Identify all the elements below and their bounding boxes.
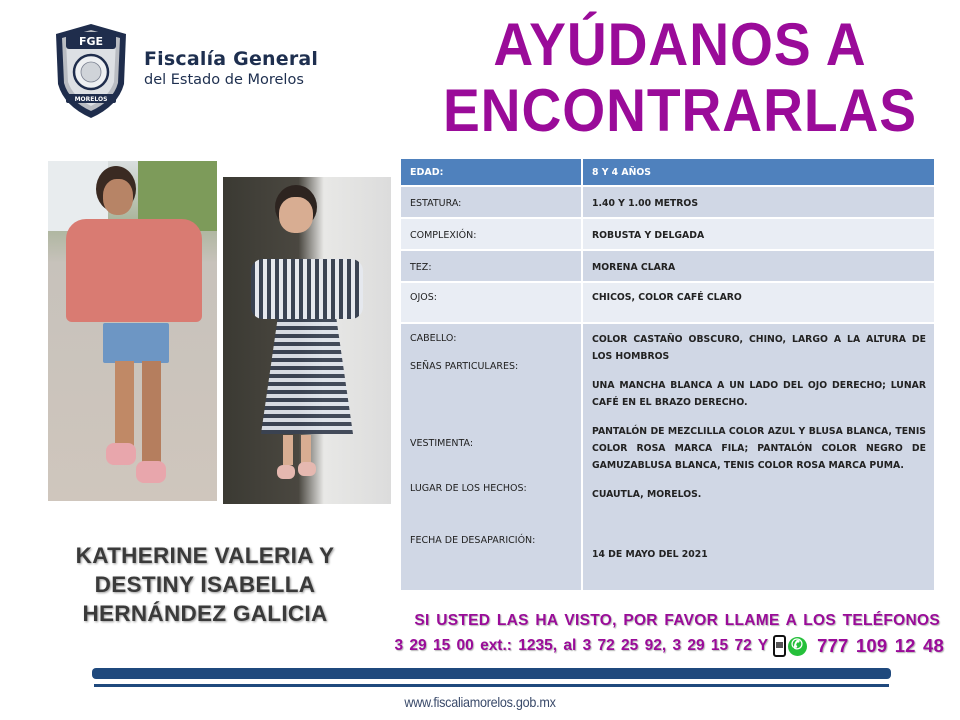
label-edad: EDAD: <box>401 159 583 187</box>
label-vestimenta: VESTIMENTA: <box>410 438 474 449</box>
table-row-tez <box>401 251 934 283</box>
missing-persons-names <box>40 541 370 628</box>
info-table <box>401 159 934 592</box>
value-tez: MORENA CLARA <box>583 251 934 283</box>
call-to-action <box>378 612 944 657</box>
photo-katherine <box>48 161 217 501</box>
shield-badge-icon <box>52 22 130 120</box>
headline-line-2: ENCONTRARLAS <box>442 77 918 144</box>
value-lugar: CUAUTLA, MORELOS. <box>592 489 702 500</box>
name-line-1: KATHERINE VALERIA Y <box>75 543 335 568</box>
label-lugar: LUGAR DE LOS HECHOS: <box>410 483 527 494</box>
phone-message-icon <box>773 635 786 657</box>
fge-logo <box>52 22 318 120</box>
label-complexion: COMPLEXIÓN: <box>401 219 583 251</box>
org-name: Fiscalía General <box>144 48 319 70</box>
label-ojos: OJOS: <box>401 283 583 324</box>
table-row-edad <box>401 159 934 187</box>
footer-bar <box>92 668 891 679</box>
value-senas: UNA MANCHA BLANCA A UN LADO DEL OJO DERECHO; LUNAR CAFÉ EN EL BRAZO DERECHO. <box>592 380 926 408</box>
footer-divider <box>94 684 889 687</box>
name-line-2: DESTINY ISABELLA <box>94 572 316 597</box>
photo-destiny <box>223 177 391 504</box>
label-estatura: ESTATURA: <box>401 187 583 219</box>
table-row-ojos <box>401 283 934 324</box>
phone-numbers: 3 29 15 00 ext.: 1235, al 3 72 25 92, 3 29 15 72 Y <box>394 637 769 654</box>
value-complexion: ROBUSTA Y DELGADA <box>583 219 934 251</box>
label-senas: SEÑAS PARTICULARES: <box>410 361 519 372</box>
cta-line-1: SI USTED LAS HA VISTO, POR FAVOR LLAME A LOS TELÉFONOS <box>414 612 940 629</box>
value-ojos: CHICOS, COLOR CAFÉ CLARO <box>583 283 934 324</box>
footer-website-link[interactable]: www.fiscaliamorelos.gob.mx <box>404 694 556 710</box>
table-row-complexion <box>401 219 934 251</box>
value-edad: 8 Y 4 AÑOS <box>583 159 934 187</box>
label-fecha: FECHA DE DESAPARICIÓN: <box>410 535 536 546</box>
value-estatura: 1.40 Y 1.00 METROS <box>583 187 934 219</box>
label-cabello: CABELLO: <box>410 333 457 344</box>
value-fecha: 14 DE MAYO DEL 2021 <box>592 549 708 560</box>
table-row-estatura <box>401 187 934 219</box>
label-tez: TEZ: <box>401 251 583 283</box>
value-cabello: COLOR CASTAÑO OBSCURO, CHINO, LARGO A LA ALTURA DE LOS HOMBROS <box>592 334 926 362</box>
org-subtitle: del Estado de Morelos <box>144 72 304 88</box>
whatsapp-icon <box>788 637 807 656</box>
svg-text:FGE: FGE <box>78 35 104 48</box>
svg-text:MORELOS: MORELOS <box>74 96 108 103</box>
headline <box>441 12 919 144</box>
value-vestimenta: PANTALÓN DE MEZCLILLA COLOR AZUL Y BLUSA BLANCA, TENIS COLOR ROSA MARCA FILA; PANTALÓN COLOR NEGRO DE GAMUZABLUSA BLANCA, TENIS COLOR ROSA MARCA PUMA. <box>592 426 926 471</box>
cta-line-2 <box>378 635 944 657</box>
headline-line-1: AYÚDANOS A <box>493 11 867 78</box>
table-row-details <box>401 324 934 592</box>
name-line-3: HERNÁNDEZ GALICIA <box>82 601 328 626</box>
mobile-number: 777 109 12 48 <box>817 635 944 656</box>
